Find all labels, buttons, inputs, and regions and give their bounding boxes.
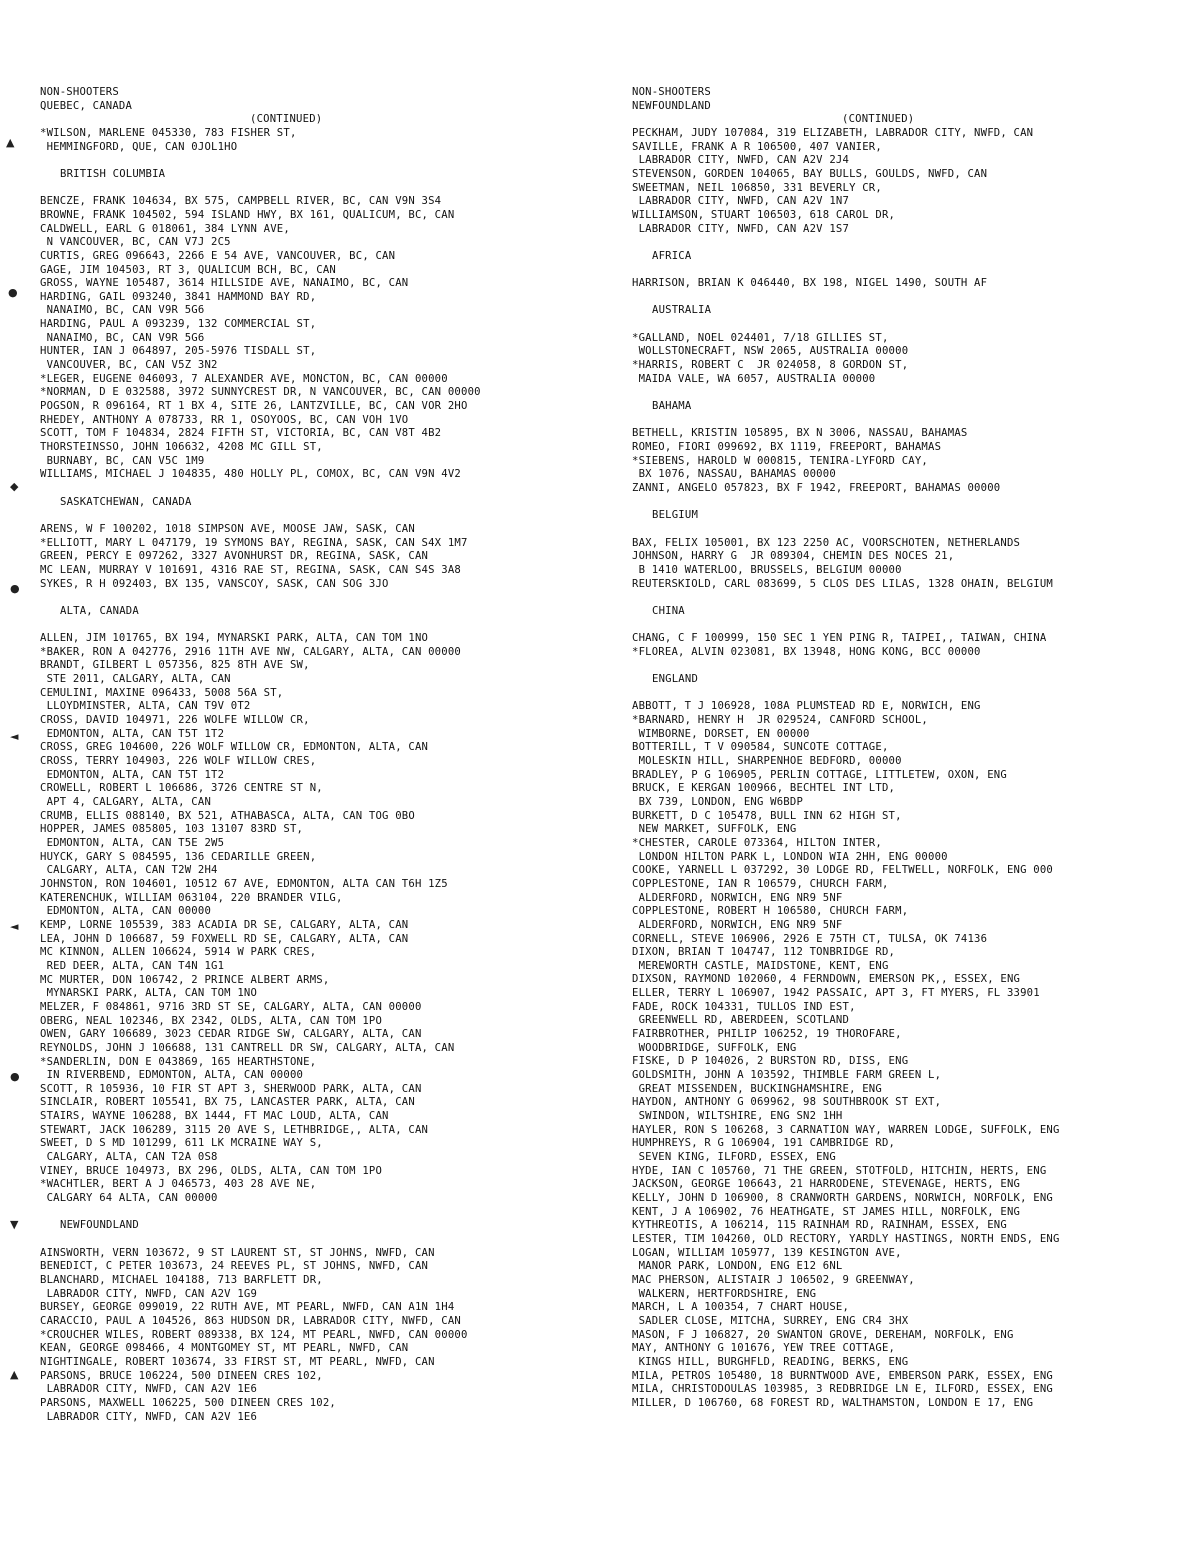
- right-column: [632, 86, 1192, 1410]
- list-item: CROWELL, ROBERT L 106686, 3726 CENTRE ST N,: [40, 782, 323, 795]
- list-item: KENT, J A 106902, 76 HEATHGATE, ST JAMES HILL, NORFOLK, ENG: [632, 1205, 1021, 1218]
- list-item: WOODBRIDGE, SUFFOLK, ENG: [632, 1041, 797, 1054]
- list-item: EDMONTON, ALTA, CAN T5T 1T2: [40, 768, 225, 781]
- list-item: PARSONS, BRUCE 106224, 500 DINEEN CRES 102,: [40, 1369, 323, 1382]
- section: [40, 605, 600, 1206]
- section: [40, 1219, 600, 1424]
- list-item: SCOTT, TOM F 104834, 2824 FIFTH ST, VICTORIA, BC, CAN V8T 4B2: [40, 427, 442, 440]
- list-item: BURSEY, GEORGE 099019, 22 RUTH AVE, MT PEARL, NWFD, CAN A1N 1H4: [40, 1301, 455, 1314]
- list-item: COPPLESTONE, IAN R 106579, CHURCH FARM,: [632, 877, 889, 890]
- list-item: NEW MARKET, SUFFOLK, ENG: [632, 823, 797, 836]
- list-item: EDMONTON, ALTA, CAN T5T 1T2: [40, 727, 225, 740]
- list-item: HYDE, IAN C 105760, 71 THE GREEN, STOTFOLD, HITCHIN, HERTS, ENG: [632, 1164, 1047, 1177]
- section-title: NEWFOUNDLAND: [60, 1219, 139, 1232]
- list-item: PECKHAM, JUDY 107084, 319 ELIZABETH, LABRADOR CITY, NWFD, CAN: [632, 126, 1034, 139]
- list-item: ABBOTT, T J 106928, 108A PLUMSTEAD RD E, NORWICH, ENG: [632, 700, 981, 713]
- section: [632, 304, 1192, 386]
- list-item: VANCOUVER, BC, CAN V5Z 3N2: [40, 359, 218, 372]
- list-item: GREEN, PERCY E 097262, 3327 AVONHURST DR, REGINA, SASK, CAN: [40, 550, 429, 563]
- list-item: *BARNARD, HENRY H JR 029524, CANFORD SCHOOL,: [632, 714, 929, 726]
- list-item: LABRADOR CITY, NWFD, CAN A2V 1N7: [632, 195, 850, 208]
- list-item: HAYLER, RON S 106268, 3 CARNATION WAY, WARREN LODGE, SUFFOLK, ENG: [632, 1123, 1060, 1136]
- list-item: GREENWELL RD, ABERDEEN, SCOTLAND: [632, 1014, 850, 1027]
- margin-mark: ◄: [10, 730, 19, 743]
- list-item: SWINDON, WILTSHIRE, ENG SN2 1HH: [632, 1110, 843, 1123]
- list-item: B 1410 WATERLOO, BRUSSELS, BELGIUM 00000: [632, 563, 902, 576]
- list-item: *ELLIOTT, MARY L 047179, 19 SYMONS BAY, REGINA, SASK, CAN S4X 1M7: [40, 536, 468, 549]
- list-item: CALGARY, ALTA, CAN T2A 0S8: [40, 1151, 218, 1164]
- list-item: BRUCK, E KERGAN 100966, BECHTEL INT LTD,: [632, 782, 896, 795]
- list-item: KINGS HILL, BURGHFLD, READING, BERKS, ENG: [632, 1355, 909, 1368]
- section: [40, 168, 600, 482]
- list-item: HAYDON, ANTHONY G 069962, 98 SOUTHBROOK ST EXT,: [632, 1096, 942, 1109]
- list-item: LABRADOR CITY, NWFD, CAN A2V 1E6: [40, 1410, 258, 1423]
- list-item: LLOYDMINSTER, ALTA, CAN T9V 0T2: [40, 700, 251, 713]
- list-item: FISKE, D P 104026, 2 BURSTON RD, DISS, ENG: [632, 1055, 909, 1068]
- list-item: WILLIAMSON, STUART 106503, 618 CAROL DR,: [632, 208, 896, 221]
- list-item: CALDWELL, EARL G 018061, 384 LYNN AVE,: [40, 222, 290, 235]
- list-item: SWEETMAN, NEIL 106850, 331 BEVERLY CR,: [632, 181, 882, 194]
- list-item: SYKES, R H 092403, BX 135, VANSCOY, SASK, CAN SOG 3JO: [40, 577, 389, 590]
- list-item: LEA, JOHN D 106687, 59 FOXWELL RD SE, CALGARY, ALTA, CAN: [40, 932, 409, 945]
- list-item: *HARRIS, ROBERT C JR 024058, 8 GORDON ST,: [632, 359, 909, 372]
- section: [632, 250, 1192, 291]
- list-item: LABRADOR CITY, NWFD, CAN A2V 1G9: [40, 1287, 258, 1300]
- list-item: JACKSON, GEORGE 106643, 21 HARRODENE, STEVENAGE, HERTS, ENG: [632, 1178, 1021, 1191]
- list-item: *NORMAN, D E 032588, 3972 SUNNYCREST DR, N VANCOUVER, BC, CAN 00000: [40, 386, 481, 399]
- margin-mark: ▲: [6, 136, 15, 149]
- list-item: MILA, CHRISTODOULAS 103985, 3 REDBRIDGE LN E, ILFORD, ESSEX, ENG: [632, 1383, 1053, 1396]
- list-item: DIXON, BRIAN T 104747, 112 TONBRIDGE RD,: [632, 946, 896, 959]
- list-item: MILA, PETROS 105480, 18 BURNTWOOD AVE, EMBERSON PARK, ESSEX, ENG: [632, 1369, 1053, 1382]
- header-line: NEWFOUNDLAND: [632, 99, 711, 112]
- list-item: CALGARY 64 ALTA, CAN 00000: [40, 1192, 218, 1205]
- list-item: CARACCIO, PAUL A 104526, 863 HUDSON DR, LABRADOR CITY, NWFD, CAN: [40, 1314, 461, 1327]
- list-item: *BAKER, RON A 042776, 2916 11TH AVE NW, CALGARY, ALTA, CAN 00000: [40, 645, 461, 658]
- list-item: BX 1076, NASSAU, BAHAMAS 00000: [632, 468, 836, 481]
- continued-label: (CONTINUED): [842, 113, 915, 126]
- list-item: HARRISON, BRIAN K 046440, BX 198, NIGEL 1490, SOUTH AF: [632, 277, 988, 290]
- list-item: BURKETT, D C 105478, BULL INN 62 HIGH ST,: [632, 809, 902, 822]
- margin-mark: ◄: [10, 920, 19, 933]
- list-item: OWEN, GARY 106689, 3023 CEDAR RIDGE SW, CALGARY, ALTA, CAN: [40, 1028, 422, 1041]
- list-item: GROSS, WAYNE 105487, 3614 HILLSIDE AVE, NANAIMO, BC, CAN: [40, 277, 409, 290]
- list-item: *CHESTER, CAROLE 073364, HILTON INTER,: [632, 836, 882, 849]
- intro-entries: [40, 127, 600, 154]
- list-item: LESTER, TIM 104260, OLD RECTORY, YARDLY HASTINGS, NORTH ENDS, ENG: [632, 1232, 1060, 1245]
- list-item: SADLER CLOSE, MITCHA, SURREY, ENG CR4 3HX: [632, 1314, 909, 1327]
- section-title: ENGLAND: [652, 673, 699, 686]
- margin-mark: ●: [10, 1070, 20, 1083]
- list-item: BAX, FELIX 105001, BX 123 2250 AC, VOORSCHOTEN, NETHERLANDS: [632, 536, 1021, 549]
- list-item: MILLER, D 106760, 68 FOREST RD, WALTHAMSTON, LONDON E 17, ENG: [632, 1396, 1034, 1409]
- list-item: KELLY, JOHN D 106900, 8 CRANWORTH GARDENS, NORWICH, NORFOLK, ENG: [632, 1191, 1053, 1204]
- header-line: NON-SHOOTERS: [40, 86, 119, 98]
- list-item: LABRADOR CITY, NWFD, CAN A2V 1E6: [40, 1383, 258, 1396]
- list-item: *FLOREA, ALVIN 023081, BX 13948, HONG KONG, BCC 00000: [632, 645, 981, 658]
- list-item: GREAT MISSENDEN, BUCKINGHAMSHIRE, ENG: [632, 1082, 882, 1095]
- list-item: BROWNE, FRANK 104502, 594 ISLAND HWY, BX 161, QUALICUM, BC, CAN: [40, 208, 455, 221]
- list-item: MEREWORTH CASTLE, MAIDSTONE, KENT, ENG: [632, 959, 889, 972]
- list-item: BOTTERILL, T V 090584, SUNCOTE COTTAGE,: [632, 741, 889, 754]
- list-item: ALDERFORD, NORWICH, ENG NR9 5NF: [632, 918, 843, 931]
- list-item: SEVEN KING, ILFORD, ESSEX, ENG: [632, 1151, 836, 1163]
- list-item: KYTHREOTIS, A 106214, 115 RAINHAM RD, RAINHAM, ESSEX, ENG: [632, 1219, 1007, 1232]
- list-item: JOHNSON, HARRY G JR 089304, CHEMIN DES NOCES 21,: [632, 550, 955, 563]
- list-item: BRADLEY, P G 106905, PERLIN COTTAGE, LITTLETEW, OXON, ENG: [632, 768, 1007, 781]
- list-item: REUTERSKIOLD, CARL 083699, 5 CLOS DES LILAS, 1328 OHAIN, BELGIUM: [632, 577, 1053, 590]
- list-item: MC KINNON, ALLEN 106624, 5914 W PARK CRES,: [40, 946, 317, 959]
- list-item: FAIRBROTHER, PHILIP 106252, 19 THOROFARE,: [632, 1028, 902, 1041]
- list-item: IN RIVERBEND, EDMONTON, ALTA, CAN 00000: [40, 1069, 304, 1082]
- list-item: HARDING, PAUL A 093239, 132 COMMERCIAL ST,: [40, 318, 317, 331]
- list-item: KEAN, GEORGE 098466, 4 MONTGOMEY ST, MT PEARL, NWFD, CAN: [40, 1342, 409, 1355]
- list-item: EDMONTON, ALTA, CAN 00000: [40, 905, 212, 918]
- margin-marks: [0, 0, 30, 1565]
- list-item: MYNARSKI PARK, ALTA, CAN TOM 1NO: [40, 987, 258, 1000]
- list-item: BX 739, LONDON, ENG W6BDP: [632, 795, 804, 808]
- margin-mark: ●: [8, 286, 18, 299]
- list-item: ROMEO, FIORI 099692, BX 1119, FREEPORT, BAHAMAS: [632, 440, 942, 453]
- list-item: LOGAN, WILLIAM 105977, 139 KESINGTON AVE,: [632, 1246, 902, 1259]
- section: [632, 509, 1192, 591]
- list-item: HOPPER, JAMES 085805, 103 13107 83RD ST,: [40, 823, 304, 836]
- list-item: MAY, ANTHONY G 101676, YEW TREE COTTAGE,: [632, 1342, 896, 1355]
- list-item: CROSS, DAVID 104971, 226 WOLFE WILLOW CR,: [40, 714, 310, 727]
- list-item: BETHELL, KRISTIN 105895, BX N 3006, NASSAU, BAHAMAS: [632, 427, 968, 440]
- list-item: ELLER, TERRY L 106907, 1942 PASSAIC, APT 3, FT MYERS, FL 33901: [632, 987, 1040, 1000]
- list-item: WALKERN, HERTFORDSHIRE, ENG: [632, 1287, 817, 1300]
- list-item: MARCH, L A 100354, 7 CHART HOUSE,: [632, 1301, 850, 1314]
- list-item: SWEET, D S MD 101299, 611 LK MCRAINE WAY S,: [40, 1137, 323, 1150]
- list-item: PARSONS, MAXWELL 106225, 500 DINEEN CRES 102,: [40, 1396, 337, 1409]
- list-item: SCOTT, R 105936, 10 FIR ST APT 3, SHERWOOD PARK, ALTA, CAN: [40, 1082, 422, 1095]
- list-item: STE 2011, CALGARY, ALTA, CAN: [40, 673, 231, 686]
- list-item: OBERG, NEAL 102346, BX 2342, OLDS, ALTA, CAN TOM 1PO: [40, 1014, 383, 1027]
- list-item: LABRADOR CITY, NWFD, CAN A2V 1S7: [632, 222, 850, 235]
- list-item: BENCZE, FRANK 104634, BX 575, CAMPBELL RIVER, BC, CAN V9N 3S4: [40, 195, 442, 208]
- list-item: APT 4, CALGARY, ALTA, CAN: [40, 796, 212, 809]
- list-item: FADE, ROCK 104331, TULLOS IND EST,: [632, 1000, 856, 1013]
- intro-entries: [632, 127, 1192, 236]
- list-item: CURTIS, GREG 096643, 2266 E 54 AVE, VANCOUVER, BC, CAN: [40, 249, 396, 262]
- list-item: CORNELL, STEVE 106906, 2926 E 75TH CT, TULSA, OK 74136: [632, 932, 988, 945]
- list-item: *CROUCHER WILES, ROBERT 089338, BX 124, MT PEARL, NWFD, CAN 00000: [40, 1328, 468, 1341]
- list-item: HUYCK, GARY S 084595, 136 CEDARILLE GREEN,: [40, 850, 317, 863]
- margin-mark: ▼: [10, 1218, 19, 1231]
- list-item: MAIDA VALE, WA 6057, AUSTRALIA 00000: [632, 372, 876, 385]
- list-item: *GALLAND, NOEL 024401, 7/18 GILLIES ST,: [632, 331, 889, 344]
- continued-label: (CONTINUED): [250, 113, 323, 126]
- list-item: KEMP, LORNE 105539, 383 ACADIA DR SE, CALGARY, ALTA, CAN: [40, 918, 409, 931]
- section-title: BELGIUM: [652, 509, 699, 522]
- list-item: LABRADOR CITY, NWFD, CAN A2V 2J4: [632, 154, 850, 167]
- list-item: NANAIMO, BC, CAN V9R 5G6: [40, 331, 205, 344]
- list-item: NIGHTINGALE, ROBERT 103674, 33 FIRST ST, MT PEARL, NWFD, CAN: [40, 1355, 435, 1368]
- list-item: WIMBORNE, DORSET, EN 00000: [632, 727, 810, 740]
- list-item: *LEGER, EUGENE 046093, 7 ALEXANDER AVE, MONCTON, BC, CAN 00000: [40, 372, 448, 385]
- list-item: POGSON, R 096164, RT 1 BX 4, SITE 26, LANTZVILLE, BC, CAN VOR 2HO: [40, 400, 468, 413]
- list-item: *SIEBENS, HAROLD W 000815, TENIRA-LYFORD CAY,: [632, 454, 929, 467]
- list-item: CHANG, C F 100999, 150 SEC 1 YEN PING R, TAIPEI,, TAIWAN, CHINA: [632, 632, 1047, 645]
- list-item: HUNTER, IAN J 064897, 205-5976 TISDALL ST,: [40, 345, 317, 358]
- list-item: RED DEER, ALTA, CAN T4N 1G1: [40, 959, 225, 972]
- section: [632, 400, 1192, 496]
- list-item: ZANNI, ANGELO 057823, BX F 1942, FREEPORT, BAHAMAS 00000: [632, 481, 1001, 494]
- section-title: BRITISH COLUMBIA: [60, 167, 166, 180]
- list-item: COOKE, YARNELL L 037292, 30 LODGE RD, FELTWELL, NORFOLK, ENG 000: [632, 864, 1053, 877]
- list-item: *WILSON, MARLENE 045330, 783 FISHER ST,: [40, 126, 297, 139]
- list-item: MOLESKIN HILL, SHARPENHOE BEDFORD, 00000: [632, 754, 902, 767]
- list-item: COPPLESTONE, ROBERT H 106580, CHURCH FARM,: [632, 905, 909, 918]
- list-item: CROSS, TERRY 104903, 226 WOLF WILLOW CRES,: [40, 755, 317, 768]
- list-item: HUMPHREYS, R G 106904, 191 CAMBRIDGE RD,: [632, 1137, 896, 1150]
- list-item: STEWART, JACK 106289, 3115 20 AVE S, LETHBRIDGE,, ALTA, CAN: [40, 1123, 429, 1136]
- section-list: [632, 250, 1192, 1411]
- list-item: *WACHTLER, BERT A J 046573, 403 28 AVE NE,: [40, 1178, 317, 1191]
- list-item: CROSS, GREG 104600, 226 WOLF WILLOW CR, EDMONTON, ALTA, CAN: [40, 741, 429, 754]
- list-item: MC MURTER, DON 106742, 2 PRINCE ALBERT ARMS,: [40, 973, 330, 986]
- list-item: CALGARY, ALTA, CAN T2W 2H4: [40, 864, 218, 877]
- list-item: THORSTEINSSO, JOHN 106632, 4208 MC GILL ST,: [40, 441, 323, 454]
- list-item: REYNOLDS, JOHN J 106688, 131 CANTRELL DR SW, CALGARY, ALTA, CAN: [40, 1041, 455, 1054]
- list-item: N VANCOUVER, BC, CAN V7J 2C5: [40, 236, 231, 249]
- list-item: CEMULINI, MAXINE 096433, 5008 56A ST,: [40, 686, 284, 699]
- margin-mark: ◆: [10, 480, 19, 493]
- section: [632, 605, 1192, 660]
- list-item: ALLEN, JIM 101765, BX 194, MYNARSKI PARK, ALTA, CAN TOM 1NO: [40, 632, 429, 645]
- list-item: MAC PHERSON, ALISTAIR J 106502, 9 GREENWAY,: [632, 1273, 915, 1286]
- list-item: ALDERFORD, NORWICH, ENG NR9 5NF: [632, 891, 843, 904]
- list-item: *SANDERLIN, DON E 043869, 165 HEARTHSTONE,: [40, 1055, 317, 1068]
- list-item: STAIRS, WAYNE 106288, BX 1444, FT MAC LOUD, ALTA, CAN: [40, 1110, 389, 1123]
- list-item: BURNABY, BC, CAN V5C 1M9: [40, 454, 205, 467]
- section-title: AUSTRALIA: [652, 304, 712, 317]
- list-item: RHEDEY, ANTHONY A 078733, RR 1, OSOYOOS, BC, CAN VOH 1VO: [40, 413, 409, 426]
- list-item: SINCLAIR, ROBERT 105541, BX 75, LANCASTER PARK, ALTA, CAN: [40, 1096, 415, 1109]
- list-item: MASON, F J 106827, 20 SWANTON GROVE, DEREHAM, NORFOLK, ENG: [632, 1328, 1014, 1341]
- list-item: MANOR PARK, LONDON, ENG E12 6NL: [632, 1260, 843, 1273]
- margin-mark: ●: [10, 582, 20, 595]
- left-column: [40, 86, 600, 1424]
- list-item: HEMMINGFORD, QUE, CAN 0JOL1HO: [40, 140, 238, 153]
- list-item: STEVENSON, GORDEN 104065, BAY BULLS, GOULDS, NWFD, CAN: [632, 167, 988, 180]
- section-title: SASKATCHEWAN, CANADA: [60, 495, 192, 508]
- list-item: JOHNSTON, RON 104601, 10512 67 AVE, EDMONTON, ALTA CAN T6H 1Z5: [40, 877, 448, 890]
- list-item: SAVILLE, FRANK A R 106500, 407 VANIER,: [632, 140, 882, 153]
- section-title: AFRICA: [652, 249, 692, 262]
- list-item: MELZER, F 084861, 9716 3RD ST SE, CALGARY, ALTA, CAN 00000: [40, 1000, 422, 1013]
- section-title: ALTA, CANADA: [60, 604, 139, 617]
- list-item: HARDING, GAIL 093240, 3841 HAMMOND BAY RD,: [40, 290, 317, 303]
- list-item: BENEDICT, C PETER 103673, 24 REEVES PL, ST JOHNS, NWFD, CAN: [40, 1260, 429, 1273]
- list-item: NANAIMO, BC, CAN V9R 5G6: [40, 304, 205, 317]
- list-item: CRUMB, ELLIS 088140, BX 521, ATHABASCA, ALTA, CAN TOG 0BO: [40, 809, 415, 822]
- header-line: NON-SHOOTERS: [632, 86, 711, 98]
- list-item: WOLLSTONECRAFT, NSW 2065, AUSTRALIA 00000: [632, 345, 909, 358]
- section: [40, 496, 600, 592]
- section-title: BAHAMA: [652, 400, 692, 413]
- list-item: BLANCHARD, MICHAEL 104188, 713 BARFLETT DR,: [40, 1273, 323, 1286]
- list-item: GAGE, JIM 104503, RT 3, QUALICUM BCH, BC, CAN: [40, 263, 337, 276]
- header-line: QUEBEC, CANADA: [40, 99, 133, 112]
- list-item: EDMONTON, ALTA, CAN T5E 2W5: [40, 837, 225, 849]
- list-item: KATERENCHUK, WILLIAM 063104, 220 BRANDER VILG,: [40, 891, 343, 904]
- list-item: MC LEAN, MURRAY V 101691, 4316 RAE ST, REGINA, SASK, CAN S4S 3A8: [40, 563, 461, 576]
- section-title: CHINA: [652, 604, 685, 617]
- list-item: GOLDSMITH, JOHN A 103592, THIMBLE FARM GREEN L,: [632, 1069, 942, 1082]
- list-item: WILLIAMS, MICHAEL J 104835, 480 HOLLY PL, COMOX, BC, CAN V9N 4V2: [40, 468, 461, 481]
- margin-mark: ▲: [10, 1368, 19, 1381]
- list-item: DIXSON, RAYMOND 102060, 4 FERNDOWN, EMERSON PK,, ESSEX, ENG: [632, 973, 1021, 986]
- list-item: AINSWORTH, VERN 103672, 9 ST LAURENT ST, ST JOHNS, NWFD, CAN: [40, 1246, 435, 1259]
- section-list: [40, 168, 600, 1424]
- list-item: VINEY, BRUCE 104973, BX 296, OLDS, ALTA, CAN TOM 1PO: [40, 1164, 383, 1177]
- section: [632, 673, 1192, 1410]
- list-item: BRANDT, GILBERT L 057356, 825 8TH AVE SW,: [40, 659, 310, 672]
- list-item: LONDON HILTON PARK L, LONDON WIA 2HH, ENG 00000: [632, 850, 948, 863]
- list-item: ARENS, W F 100202, 1018 SIMPSON AVE, MOOSE JAW, SASK, CAN: [40, 522, 415, 535]
